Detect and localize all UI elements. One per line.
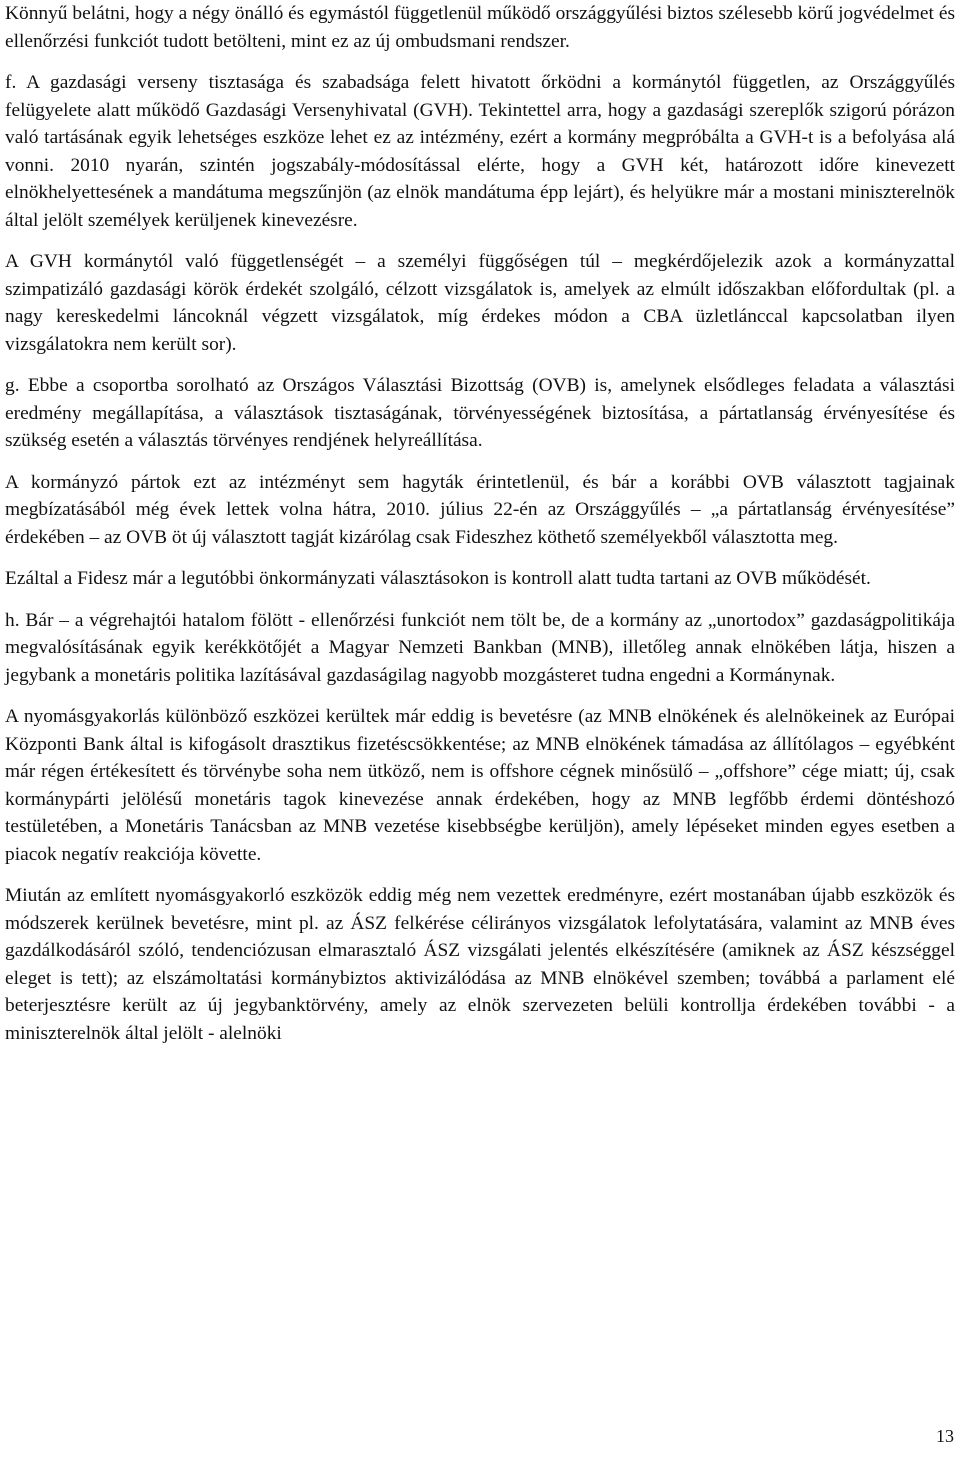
paragraph-h-mnb: h. Bár – a végrehajtói hatalom fölött - ellenőrzési funkciót nem tölt be, de a kormány az „unortodox” gazdaságpolitikája megvalósításának egyik kerékkötőjét a Magyar Nemzeti Bankban (MNB), illetőleg annak elnökében látja, hiszen a jegybank a monetáris politika lazításával gazdaságilag nagyobb mozgásteret tudna engedni a Kormánynak.: [5, 609, 955, 686]
paragraph-g-ovb: g. Ebbe a csoportba sorolható az Országos Választási Bizottság (OVB) is, amelynek elsődleges feladata a választási eredmény megállapítása, a választások tisztaságának, törvényességének biztosítása, a pártatlanság érvényesítése és szükség esetén a választás törvényes rendjének helyreállítása.: [5, 375, 955, 451]
page-number: 13: [936, 1426, 954, 1446]
paragraph-gvh-independence: A GVH kormánytól való függetlenségét – a személyi függőségen túl – megkérdőjelezik azok a kormányzattal szimpatizáló gazdasági körök érdekét szolgáló, célzott vizsgálatok is, amelyek az elmúlt időszakban előfordultak (pl. a nagy kereskedelmi láncoknál végzett vizsgálatok, míg érdekes módon a CBA üzletlánccal kapcsolatban ilyen vizsgálatokra nem került sor).: [5, 251, 955, 355]
paragraph-pressure-tools: A nyomásgyakorlás különböző eszközei kerültek már eddig is bevetésre (az MNB elnökének és alelnökeinek az Európai Központi Bank által is kifogásolt drasztikus fizetéscsökkentése; az MNB elnökének támadása az állítólagos – egyébként már régen értékesített és törvénybe soha nem ütköző, nem is offshore cégnek minősülő – „offshore” cége miatt; új, csak kormánypárti jelölésű monetáris tagok kinevezése annak érdekében, hogy az MNB legfőbb érdemi döntéshozó testületében, a Monetáris Tanácsban az MNB vezetése kisebbségbe kerüljön), amely lépéseket minden egyes esetben a piacok negatív reakciója követte.: [5, 706, 955, 865]
paragraph-ovb-members: A kormányzó pártok ezt az intézményt sem hagyták érintetlenül, és bár a korábbi OVB választott tagjainak megbízatásából még évek lettek volna hátra, 2010. július 22-én az Országgyűlés – „a pártatlanság érvényesítése” érdekében – az OVB öt új választott tagját kizárólag csak Fideszhez köthető személyekből választotta meg.: [5, 471, 955, 548]
document-page: [5, 0, 955, 1047]
paragraph-new-methods: Miután az említett nyomásgyakorló eszközök eddig még nem vezettek eredményre, ezért mostanában újabb eszközök és módszerek kerülnek bevetésre, mint pl. az ÁSZ felkérése célirányos vizsgálatok lefolytatására, valamint az MNB éves gazdálkodásáról szóló, tendenciózusan elmarasztaló ÁSZ vizsgálati jelentés elkészítésére (amiknek az ÁSZ készséggel eleget is tett); az elszámoltatási kormánybiztos aktivizálódása az MNB elnökével szemben; továbbá a parlament elé beterjesztésre került az új jegybanktörvény, amely az elnök szervezeten belüli kontrollja érdekében további - a miniszterelnök által jelölt - alelnöki: [5, 885, 955, 1044]
paragraph-fidesz-control: Ezáltal a Fidesz már a legutóbbi önkormányzati választásokon is kontroll alatt tudta tartani az OVB működését.: [5, 568, 871, 589]
paragraph-ombudsman-conclusion: Könnyű belátni, hogy a négy önálló és egymástól függetlenül működő országgyűlési biztos szélesebb körű jogvédelmet és ellenőrzési funkciót tudott betölteni, mint ez az új ombudsmani rendszer.: [5, 3, 955, 52]
paragraph-f-gvh: f. A gazdasági verseny tisztasága és szabadsága felett hivatott őrködni a kormánytól független, az Országgyűlés felügyelete alatt működő Gazdasági Versenyhivatal (GVH). Tekintettel arra, hogy a gazdasági szereplők szigorú pórázon való tartásának egyik lehetséges eszköze lehet ez az intézmény, ezért a kormány megpróbálta a GVH-t is a befolyása alá vonni. 2010 nyarán, szintén jogszabály-módosítással elérte, hogy a GVH két, határozott időre kinevezett elnökhelyettesének a mandátuma megszűnjön (az elnök mandátuma épp lejárt), és helyükre már a mostani miniszterelnök által jelölt személyek kerüljenek kinevezésre.: [5, 72, 955, 231]
